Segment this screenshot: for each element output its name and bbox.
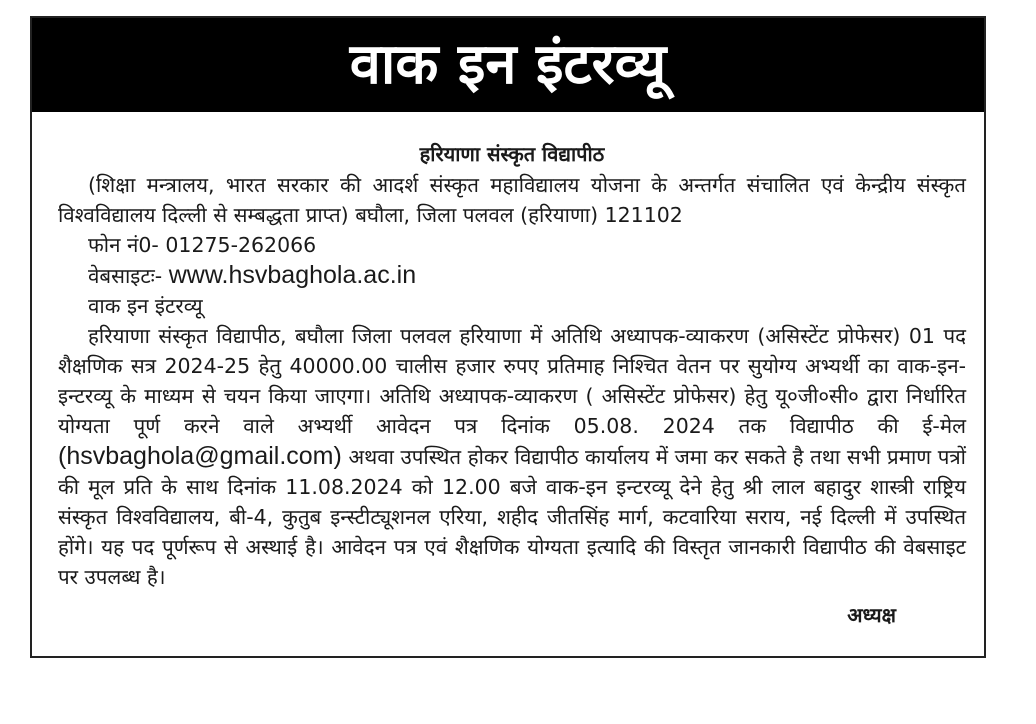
banner-title: वाक इन इंटरव्यू (32, 18, 984, 112)
phone-number: 01275-262066 (165, 233, 317, 257)
website-line (58, 260, 966, 291)
phone-line (58, 230, 966, 260)
website-link[interactable]: www.hsvbaghola.ac.in (168, 261, 417, 289)
subheading: वाक इन इंटरव्यू (88, 294, 203, 318)
phone-label: फोन नं0- (88, 233, 159, 257)
email-link[interactable]: (hsvbaghola@gmail.com) (58, 442, 342, 470)
organization-name: हरियाणा संस्कृत विद्यापीठ (419, 142, 605, 166)
body-text-part1: हरियाणा संस्कृत विद्यापीठ, बघौला जिला पलवल हरियाणा में अतिथि अध्यापक-व्याकरण (असिस्टेंट प्रोफेसर) 01 पद शैक्षणिक सत्र 2024-25 हेतु 40000.00 चालीस हजार रुपए प्रतिमाह निश्चित वेतन पर सुयोग्य अभ्यर्थी का वाक-इन-इन्टरव्यू के माध्यम से चयन किया जाएगा। अतिथि अध्यापक-व्याकरण ( असिस्टेंट प्रोफेसर) हेतु यू०जी०सी० द्वारा निर्धारित योग्यता पूर्ण करने वाले अभ्यर्थी आवेदन पत्र दिनांक 05.08. 2024 तक विद्यापीठ की ई-मेल (58, 324, 966, 438)
signature: अध्यक्ष (847, 603, 896, 627)
advertisement-box (30, 16, 986, 658)
affiliation-text: (शिक्षा मन्त्रालय, भारत सरकार की आदर्श संस्कृत महाविद्यालय योजना के अन्तर्गत संचालित एवं केन्द्रीय संस्कृत विश्वविद्यालय दिल्ली से सम्बद्धता प्राप्त) बघौला, जिला पलवल (हरियाणा) 121102 (58, 173, 966, 227)
website-label: वेबसाइटः- (88, 264, 163, 288)
notice-body (58, 321, 966, 592)
body-text-part2: अथवा उपस्थित होकर विद्यापीठ कार्यालय में जमा कर सकते है तथा सभी प्रमाण पत्रों की मूल प्रति के साथ दिनांक 11.08.2024 को 12.00 बजे वाक-इन इन्टरव्यू देने हेतु श्री लाल बहादुर शास्त्री राष्ट्रिय संस्कृत विश्वविद्यालय, बी-4, कुतुब इन्स्टीट्यूशनल एरिया, शहीद जीतसिंह मार्ग, कटवारिया सराय, नई दिल्ली में उपस्थित होंगे। यह पद पूर्णरूप से अस्थाई है। आवेदन पत्र एवं शैक्षणिक योग्यता इत्यादि की विस्तृत जानकारी विद्यापीठ की वेबसाइट पर उपलब्ध है। (58, 445, 966, 589)
notice-content (32, 112, 984, 630)
